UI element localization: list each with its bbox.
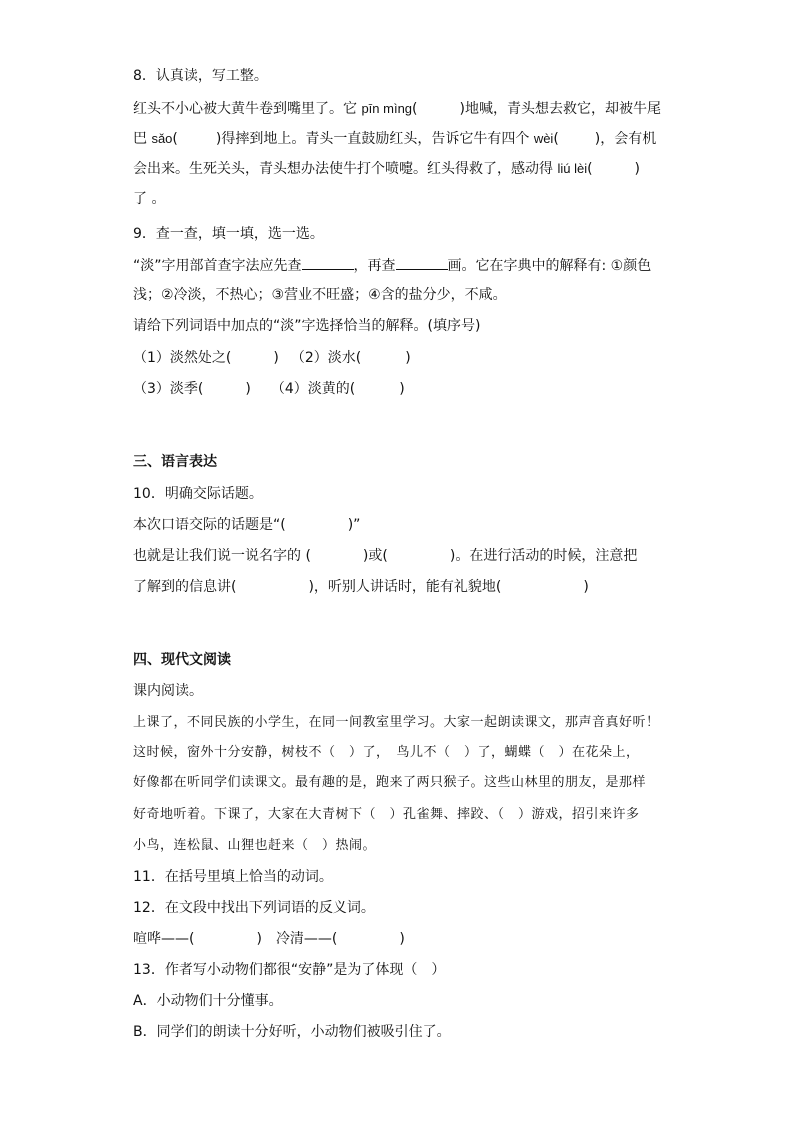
- q8-line-2: 巴 sǎo( )得摔到地上。青头一直鼓励红头，告诉它牛有四个 wèi( )，会有机: [133, 131, 657, 147]
- reading-passage-line-2: 这时候，窗外十分安静，树枝不（ ）了， 鸟儿不（ ）了，蝴蝶（ ）在花朵上，: [133, 745, 640, 760]
- q9-items-row-2: （3）淡季( ) （4）淡黄的( ): [133, 381, 405, 397]
- reading-intro: 课内阅读。: [133, 683, 203, 699]
- reading-passage-line-3: 好像都在听同学们读课文。最有趣的是，跑来了两只猴子。这些山林里的朋友，是那样: [133, 775, 647, 790]
- pinyin-liu-lei: liú lèi: [557, 161, 588, 176]
- q8-line-3: 会出来。生死关头，青头想办法使牛打个喷嚏。红头得救了，感动得 liú lèi( ): [133, 161, 641, 177]
- section-4-heading: 四、现代文阅读: [133, 652, 231, 668]
- q13-option-a[interactable]: A．小动物们十分懂事。: [133, 993, 283, 1009]
- q11-title: 11．在括号里填上恰当的动词。: [133, 869, 333, 885]
- q12-antonyms: 喧哗——( ) 冷清——( ): [133, 931, 405, 947]
- q10-line-3: 了解到的信息讲( )，听别人讲话时，能有礼貌地( ): [133, 579, 589, 595]
- q10-line-1: 本次口语交际的话题是“( )”: [133, 517, 361, 533]
- q13-option-b[interactable]: B．同学们的朗读十分好听，小动物们被吸引住了。: [133, 1024, 451, 1040]
- q8-line-1: 红头不小心被大黄牛卷到嘴里了。它 pīn mìng( )地喊，青头想去救它，却被牛尾: [133, 101, 661, 117]
- reading-passage-line-4: 好奇地听着。下课了，大家在大青树下（ ）孔雀舞、摔跤、（ ）游戏，招引来许多: [133, 807, 640, 822]
- q9-line-2: 浅；②冷淡，不热心；③营业不旺盛；④含的盐分少，不咸。: [133, 287, 507, 303]
- q9-line-1: “淡”字用部首查字法应先查 ，再查 画。它在字典中的解释有: ①颜色: [133, 255, 651, 276]
- q10-title: 10．明确交际话题。: [133, 486, 263, 502]
- fill-underline[interactable]: [396, 255, 448, 270]
- reading-passage-line-5: 小鸟，连松鼠、山狸也赶来（ ）热闹。: [133, 838, 377, 853]
- q10-line-2: 也就是让我们说一说名字的 ( )或( )。在进行活动的时候，注意把: [133, 548, 638, 564]
- q12-title: 12．在文段中找出下列词语的反义词。: [133, 900, 375, 916]
- pinyin-wei: wèi: [533, 131, 554, 146]
- section-3-heading: 三、语言表达: [133, 454, 217, 470]
- q9-items-row-1: （1）淡然处之( ) （2）淡水( ): [133, 350, 411, 366]
- pinyin-pin-ming: pīn mìng: [361, 101, 413, 116]
- q13-title: 13．作者写小动物们都很“安静”是为了体现（ ）: [133, 962, 446, 978]
- fill-underline[interactable]: [302, 255, 354, 270]
- q9-title: 9．查一查，填一填，选一选。: [133, 226, 324, 242]
- q8-line-4: 了 。: [133, 191, 166, 207]
- q9-line-3: 请给下列词语中加点的“淡”字选择恰当的解释。(填序号): [133, 318, 481, 334]
- pinyin-sao: sǎo: [151, 131, 173, 146]
- q8-title: 8．认真读，写工整。: [133, 68, 268, 84]
- reading-passage-line-1: 上课了，不同民族的小学生，在同一间教室里学习。大家一起朗读课文，那声音真好听！: [133, 715, 660, 730]
